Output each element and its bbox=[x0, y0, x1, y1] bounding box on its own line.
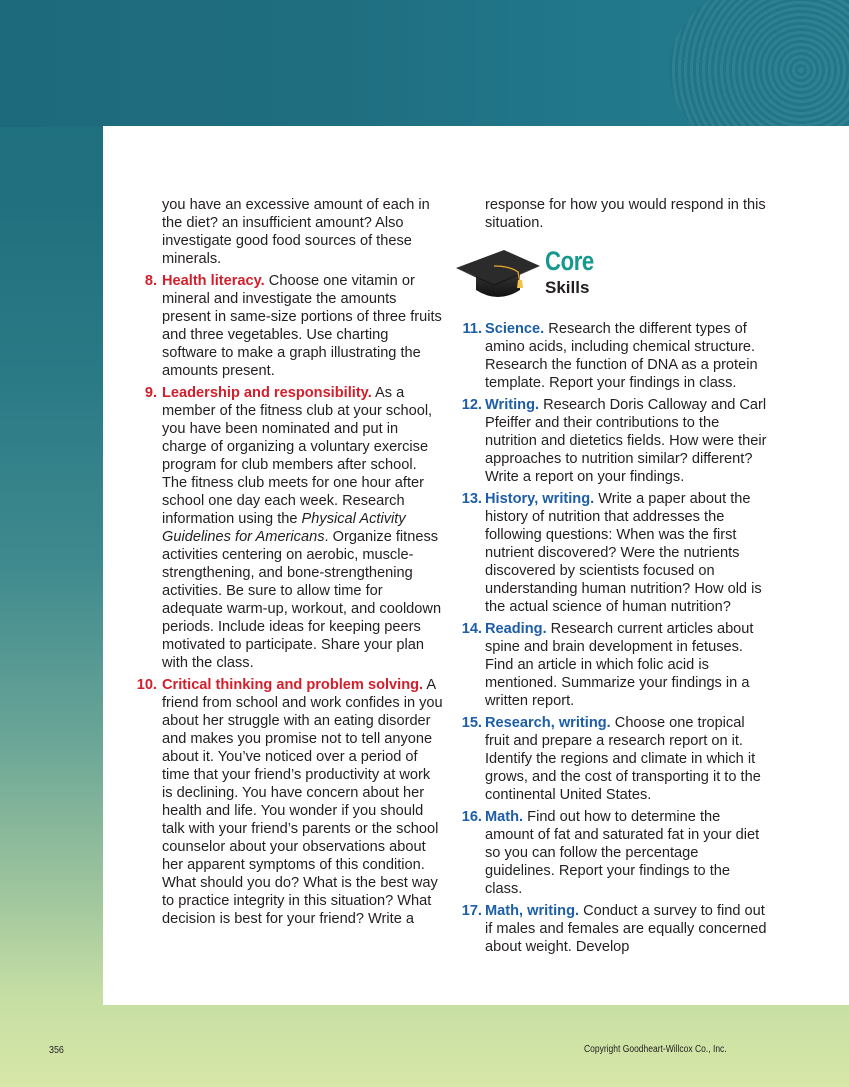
core-skills-banner bbox=[440, 242, 770, 312]
activity-item-10 bbox=[103, 676, 443, 928]
item-number: 12. bbox=[461, 397, 482, 413]
item-number: 15. bbox=[461, 715, 482, 731]
item-heading: Research, writing. bbox=[485, 715, 611, 731]
item-heading: Critical thinking and problem solving. bbox=[162, 677, 424, 693]
graduation-cap-icon bbox=[454, 244, 542, 302]
item-number: 16. bbox=[461, 809, 482, 825]
activity-item-11 bbox=[440, 320, 770, 392]
item-number: 14. bbox=[461, 621, 482, 637]
activity-item-8 bbox=[103, 272, 443, 380]
activity-item-12 bbox=[440, 396, 770, 486]
core-title: Core bbox=[545, 246, 594, 276]
item-text: Research the different types of amino acids, including chemical structure. Research the function of DNA as a protein template. Report your findings in class. bbox=[485, 321, 758, 391]
italic-title: Physical Activity Guidelines for Americans bbox=[162, 511, 406, 545]
item-number: 9. bbox=[144, 385, 157, 401]
item-number: 17. bbox=[461, 903, 482, 919]
item-heading: Health literacy. bbox=[162, 273, 265, 289]
item-text: A friend from school and work confides in you about her struggle with an eating disorder and makes you promise not to tell anyone about it. You’ve noticed over a period of time that your friend’s productivity at work is declining. You have concern about her health and life. You wonder if you should talk with your friend’s parents or the school counselor about your observations about her apparent symptoms of this condition. What should you do? What is the best way to practice integrity in this situation? What decision is best for your friend? Write a bbox=[162, 677, 443, 927]
item-text-after: . Organize fitness activities centering on aerobic, muscle-strengthening, and bone-strengthening activities. Be sure to allow time for adequate warm-up, workout, and cooldown periods. Include ideas for keeping peers motivated to participate. Share your plan with the class. bbox=[162, 529, 442, 671]
item-text: Research current articles about spine and brain development in fetuses. Find an article in which folic acid is mentioned. Summarize your findings in a written report. bbox=[485, 621, 754, 709]
activity-item-14 bbox=[440, 620, 770, 710]
item-heading: Math. bbox=[485, 809, 524, 825]
activity-item-17 bbox=[440, 902, 770, 956]
activity-item-9 bbox=[103, 384, 443, 672]
item-text: Find out how to determine the amount of fat and saturated fat in your diet so you can follow the percentage guidelines. Report your findings to the class. bbox=[485, 809, 760, 897]
right-column bbox=[440, 196, 770, 956]
item-text: Conduct a survey to find out if males and females are equally concerned about weight. Develop bbox=[485, 903, 767, 955]
activity-item-16 bbox=[440, 808, 770, 898]
item-text: Write a paper about the history of nutrition that addresses the following questions: When was the first nutrient discovered? Were the nutrients discovered by scientists focused on understanding human nutrition? How old is the actual science of human nutrition? bbox=[485, 491, 762, 615]
item-number: 10. bbox=[136, 677, 157, 693]
continuation-text: you have an excessive amount of each in the diet? an insufficient amount? Also investigate good food sources of these minerals. bbox=[162, 197, 430, 267]
activity-item-13 bbox=[440, 490, 770, 616]
item-number: 13. bbox=[461, 491, 482, 507]
core-subtitle: Skills bbox=[545, 278, 590, 297]
item-heading: History, writing. bbox=[485, 491, 595, 507]
item-heading: Reading. bbox=[485, 621, 547, 637]
item-text: Choose one vitamin or mineral and investigate the amounts present in same-size portions of three fruits and three vegetables. Use charting software to make a graph illustrating the amounts present. bbox=[162, 273, 442, 379]
item-number: 8. bbox=[144, 273, 157, 289]
left-column bbox=[103, 196, 443, 928]
header-background bbox=[0, 0, 849, 127]
item-text: Choose one tropical fruit and prepare a research report on it. Identify the regions and climate in which it grows, and the cost of transporting it to the continental United States. bbox=[485, 715, 761, 803]
item-heading: Math, writing. bbox=[485, 903, 580, 919]
page-number: 356 bbox=[49, 1044, 64, 1056]
item-heading: Leadership and responsibility. bbox=[162, 385, 372, 401]
continuation-text: response for how you would respond in this situation. bbox=[485, 197, 766, 231]
activity-item-15 bbox=[440, 714, 770, 804]
copyright-notice: Copyright Goodheart-Willcox Co., Inc. bbox=[584, 1044, 727, 1055]
item-heading: Writing. bbox=[485, 397, 540, 413]
item-text: Research Doris Calloway and Carl Pfeiffer and their contributions to the nutrition and dietetics fields. How were their approaches to nutrition similar? different? Write a report on your findings. bbox=[485, 397, 767, 485]
item-heading: Science. bbox=[485, 321, 545, 337]
item-number: 11. bbox=[462, 321, 482, 337]
item-text: As a member of the fitness club at your school, you have been nominated and put in charge of organizing a voluntary exercise program for club members after school. The fitness club meets for one hour after school one day each week. Research information using the bbox=[162, 385, 433, 527]
